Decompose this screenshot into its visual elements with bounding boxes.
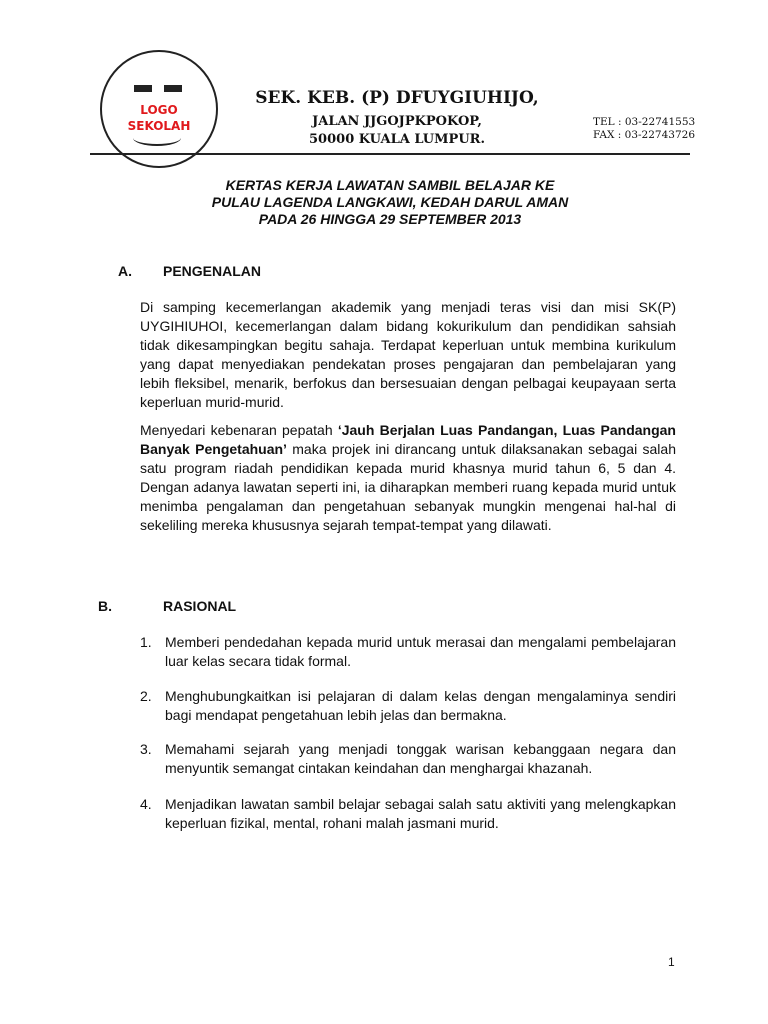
document-title-line1: KERTAS KERJA LAWATAN SAMBIL BELAJAR KE <box>225 177 555 193</box>
rationale-item-3-text: Memahami sejarah yang menjadi tonggak warisan kebanggaan negara dan menyuntik semangat cintakan keindahan dan menghargai khazanah. <box>165 741 676 776</box>
logo-label-line2: SEKOLAH <box>127 119 191 133</box>
school-logo-placeholder <box>100 50 218 168</box>
section-b-letter: B. <box>98 598 112 614</box>
paragraph-2-body: maka projek ini dirancang untuk dilaksanakan sebagai salah satu program riadah pendidikan kepada murid khasnya murid tahun 6, 5 dan 4. Dengan adanya lawatan seperti ini, ia diharapkan memberi ruang kepada murid untuk menimba pengalaman dan pengetahuan sebanyak mungkin mengenai hal-hal di sekeliling mereka khususnya sejarah tempat-tempat yang dilawati. <box>140 441 676 533</box>
logo-right-eye <box>164 85 182 92</box>
section-a-letter: A. <box>118 263 132 279</box>
document-title-line3: PADA 26 HINGGA 29 SEPTEMBER 2013 <box>258 211 522 227</box>
school-name: SEK. KEB. (P) DFUYGIUHIJO, <box>255 88 539 108</box>
rationale-item-1-text: Memberi pendedahan kepada murid untuk merasai dan mengalami pembelajaran luar kelas secara tidak formal. <box>165 634 676 669</box>
rationale-item-4-number: 4. <box>140 796 152 812</box>
rationale-item-2-number: 2. <box>140 688 152 704</box>
school-fax: FAX : 03-22743726 <box>593 129 695 141</box>
proverb-quote: ‘Jauh Berjalan Luas Pandangan, Luas Pandangan Banyak Pengetahuan’ <box>140 422 676 457</box>
rationale-item-1-number: 1. <box>140 634 152 650</box>
rationale-item-2-text: Menghubungkaitkan isi pelajaran di dalam kelas dengan mengalaminya sendiri bagi mendapat pengetahuan lebih jelas dan bermakna. <box>165 688 676 723</box>
logo-smile <box>133 130 181 146</box>
logo-left-eye <box>134 85 152 92</box>
section-a-paragraph-2 <box>140 421 676 535</box>
section-a-title: PENGENALAN <box>163 263 262 279</box>
school-address-line2: 50000 KUALA LUMPUR. <box>309 132 485 147</box>
school-address-line1: JALAN JJGOJPKPOKOP, <box>312 114 482 129</box>
page-number: 1 <box>668 955 675 969</box>
school-tel: TEL : 03-22741553 <box>593 116 696 128</box>
section-a-paragraph-1: Di samping kecemerlangan akademik yang menjadi teras visi dan misi SK(P) UYGIHIUHOI, kecemerlangan dalam bidang kokurikulum dan pendidikan sahsiah tidak dikesampingkan begitu sahaja. Terdapat keperluan untuk membina kurikulum yang dapat menyediakan pendekatan proses pengajaran dan pembelajaran yang lebih fleksibel, menarik, berfokus dan bersesuaian dengan pelbagai keupayaan serta keperluan murid-murid. <box>140 299 676 410</box>
logo-label-line1: LOGO <box>140 103 178 117</box>
paragraph-2-intro: Menyedari kebenaran pepatah <box>140 422 338 438</box>
rationale-item-3-number: 3. <box>140 741 152 757</box>
letterhead-divider <box>90 153 690 155</box>
rationale-item-4-text: Menjadikan lawatan sambil belajar sebagai salah satu aktiviti yang melengkapkan keperluan fizikal, mental, rohani malah jasmani murid. <box>165 796 676 831</box>
document-title-line2: PULAU LAGENDA LANGKAWI, KEDAH DARUL AMAN <box>211 194 569 210</box>
section-b-title: RASIONAL <box>163 598 237 614</box>
